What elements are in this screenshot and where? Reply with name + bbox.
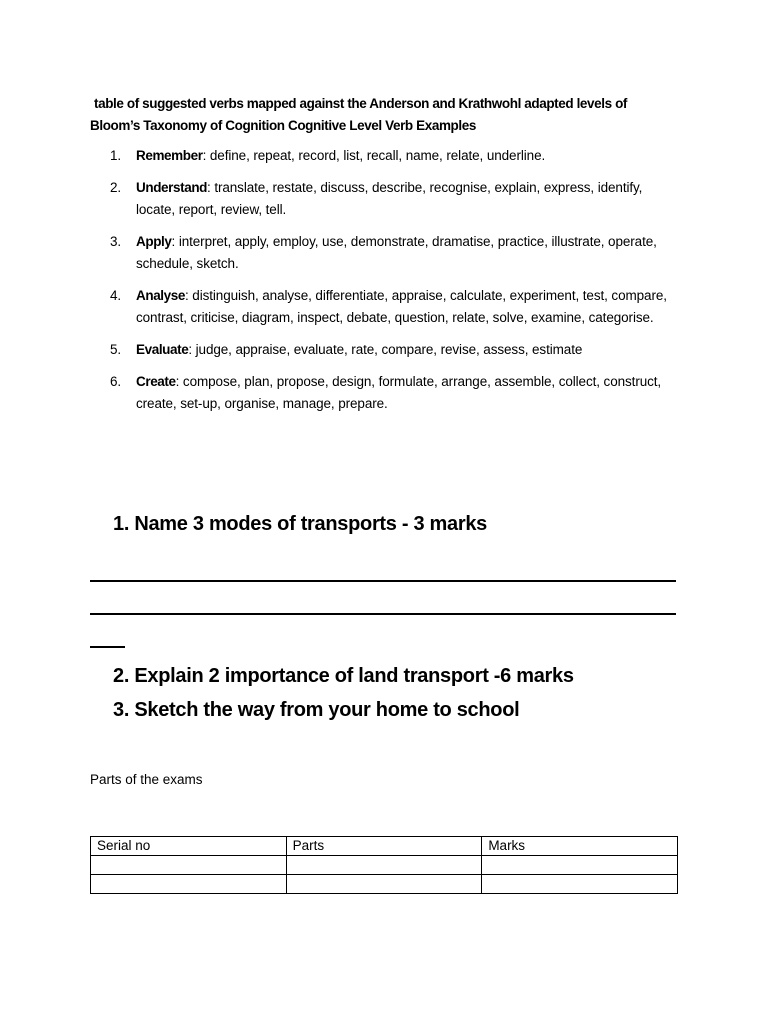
exam-parts-caption: Parts of the exams bbox=[90, 772, 203, 787]
level-number: 4. bbox=[110, 288, 122, 303]
table-cell bbox=[482, 875, 678, 894]
table-header-row bbox=[91, 837, 678, 856]
table-row bbox=[91, 875, 678, 894]
list-item bbox=[110, 145, 680, 167]
level-verbs: : translate, restate, discuss, describe, recognise, explain, express, identify, locate, report, review, tell. bbox=[136, 180, 643, 217]
list-item bbox=[110, 285, 680, 329]
table-cell bbox=[91, 875, 287, 894]
answer-line bbox=[90, 613, 676, 615]
level-verbs: : interpret, apply, employ, use, demonstrate, dramatise, practice, illustrate, operate, schedule, sketch. bbox=[136, 234, 657, 271]
answer-line bbox=[90, 580, 676, 582]
level-text bbox=[136, 339, 582, 361]
list-item bbox=[110, 231, 680, 275]
level-number: 6. bbox=[110, 374, 122, 389]
answer-line bbox=[90, 646, 125, 648]
level-verbs: : distinguish, analyse, differentiate, appraise, calculate, experiment, test, compare, contrast, criticise, diagram, inspect, debate, question, relate, solve, examine, categorise. bbox=[136, 288, 667, 325]
level-term: Evaluate bbox=[136, 342, 189, 357]
header-cell-serial: Serial no bbox=[91, 837, 287, 856]
intro-heading bbox=[90, 93, 690, 137]
level-number: 2. bbox=[110, 180, 122, 195]
exam-parts-table bbox=[90, 836, 678, 894]
question-2: 2. Explain 2 importance of land transport -6 marks bbox=[113, 665, 574, 687]
list-item bbox=[110, 177, 680, 221]
question-3: 3. Sketch the way from your home to school bbox=[113, 699, 520, 721]
bloom-levels-list bbox=[110, 145, 680, 425]
level-verbs: : judge, appraise, evaluate, rate, compare, revise, assess, estimate bbox=[188, 342, 583, 357]
table-cell bbox=[286, 856, 482, 875]
table-cell bbox=[91, 856, 287, 875]
table-cell bbox=[286, 875, 482, 894]
header-cell-marks: Marks bbox=[482, 837, 678, 856]
header-cell-parts: Parts bbox=[286, 837, 482, 856]
level-number: 1. bbox=[110, 148, 122, 163]
intro-line-2: Bloom’s Taxonomy of Cognition Cognitive Level Verb Examples bbox=[90, 118, 476, 133]
level-text bbox=[136, 177, 680, 221]
level-text bbox=[136, 231, 680, 275]
level-text bbox=[136, 145, 545, 167]
intro-line-1: table of suggested verbs mapped against the Anderson and Krathwohl adapted levels of bbox=[94, 96, 628, 111]
level-verbs: : define, repeat, record, list, recall, name, relate, underline. bbox=[202, 148, 546, 163]
level-number: 5. bbox=[110, 342, 122, 357]
level-term: Remember bbox=[136, 148, 203, 163]
level-text bbox=[136, 371, 680, 415]
level-term: Understand bbox=[136, 180, 208, 195]
list-item bbox=[110, 339, 680, 361]
level-number: 3. bbox=[110, 234, 122, 249]
table-row bbox=[91, 856, 678, 875]
level-term: Create bbox=[136, 374, 176, 389]
list-item bbox=[110, 371, 680, 415]
level-verbs: : compose, plan, propose, design, formulate, arrange, assemble, collect, construct, create, set-up, organise, manage, prepare. bbox=[136, 374, 662, 411]
level-term: Analyse bbox=[136, 288, 185, 303]
question-1: 1. Name 3 modes of transports - 3 marks bbox=[113, 513, 487, 535]
table-cell bbox=[482, 856, 678, 875]
level-term: Apply bbox=[136, 234, 172, 249]
level-text bbox=[136, 285, 680, 329]
